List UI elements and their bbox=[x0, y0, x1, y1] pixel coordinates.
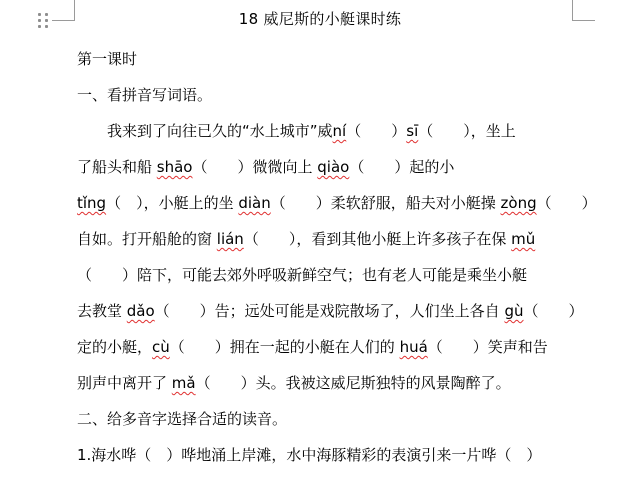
pinyin-word: lián bbox=[216, 230, 244, 248]
text-run: （ ） bbox=[536, 194, 597, 212]
pinyin-word: huá bbox=[399, 338, 428, 356]
pinyin-word: mǎ bbox=[171, 374, 196, 392]
paragraph-line bbox=[77, 229, 535, 249]
text-run: 我来到了向往已久的“水上城市”威 bbox=[107, 122, 333, 140]
pinyin-word: zòng bbox=[500, 194, 537, 212]
text-run: （ ）陪下，可能去郊外呼吸新鲜空气；也有老人可能是乘坐小艇 bbox=[77, 266, 528, 284]
pinyin-word: sī bbox=[406, 122, 419, 140]
section-two-heading: 二、给多音字选择合适的读音。 bbox=[77, 410, 288, 428]
text-run: （ ） bbox=[346, 122, 407, 140]
text-run: （ ）笑声和告 bbox=[427, 338, 548, 356]
paragraph-line bbox=[107, 121, 516, 141]
paragraph-line bbox=[77, 301, 584, 321]
text-run: （ ）拥在一起的小艇在人们的 bbox=[169, 338, 400, 356]
text-run: （ ）微微向上 bbox=[192, 158, 318, 176]
paragraph-line bbox=[77, 265, 527, 285]
pinyin-word: gù bbox=[504, 302, 524, 320]
text-run: （ ）柔软舒服，船夫对小艇操 bbox=[270, 194, 501, 212]
lesson-heading: 第一课时 bbox=[77, 50, 138, 68]
paragraph-line bbox=[77, 373, 511, 393]
paragraph-line bbox=[77, 157, 454, 177]
text-run: 自如。打开船舱的窗 bbox=[77, 230, 217, 248]
pinyin-word: shāo bbox=[156, 158, 193, 176]
pinyin-word: mǔ bbox=[511, 230, 536, 248]
text-run: （ ），看到其他小艇上许多孩子在保 bbox=[243, 230, 512, 248]
pinyin-word: qiào bbox=[317, 158, 350, 176]
text-run: （ ）起的小 bbox=[349, 158, 455, 176]
pinyin-word: dǎo bbox=[126, 302, 155, 320]
paragraph-line bbox=[77, 337, 548, 357]
page-title: 18 威尼斯的小艇课时练 bbox=[238, 10, 402, 28]
text-run: （ ），坐上 bbox=[418, 122, 516, 140]
text-run: （ ），小艇上的坐 bbox=[106, 194, 239, 212]
pinyin-word: cù bbox=[152, 338, 170, 356]
paragraph-line bbox=[77, 193, 597, 213]
text-run: （ ） bbox=[523, 302, 584, 320]
pinyin-word: diàn bbox=[238, 194, 271, 212]
text-run: 去教堂 bbox=[77, 302, 127, 320]
pinyin-word: ní bbox=[332, 122, 347, 140]
text-run: （ ）告；远处可能是戏院散场了，人们坐上各自 bbox=[154, 302, 505, 320]
section-one-heading: 一、看拼音写词语。 bbox=[77, 86, 213, 104]
text-run: （ ）头。我被这威尼斯独特的风景陶醉了。 bbox=[195, 374, 511, 392]
text-run: 了船头和船 bbox=[77, 158, 157, 176]
text-run: 定的小艇， bbox=[77, 338, 153, 356]
pinyin-word: tǐng bbox=[77, 194, 107, 212]
question-one: 1.海水哗（ ）哗地涌上岸滩，水中海豚精彩的表演引来一片哗（ ） bbox=[77, 446, 542, 464]
text-run: 别声中离开了 bbox=[77, 374, 172, 392]
